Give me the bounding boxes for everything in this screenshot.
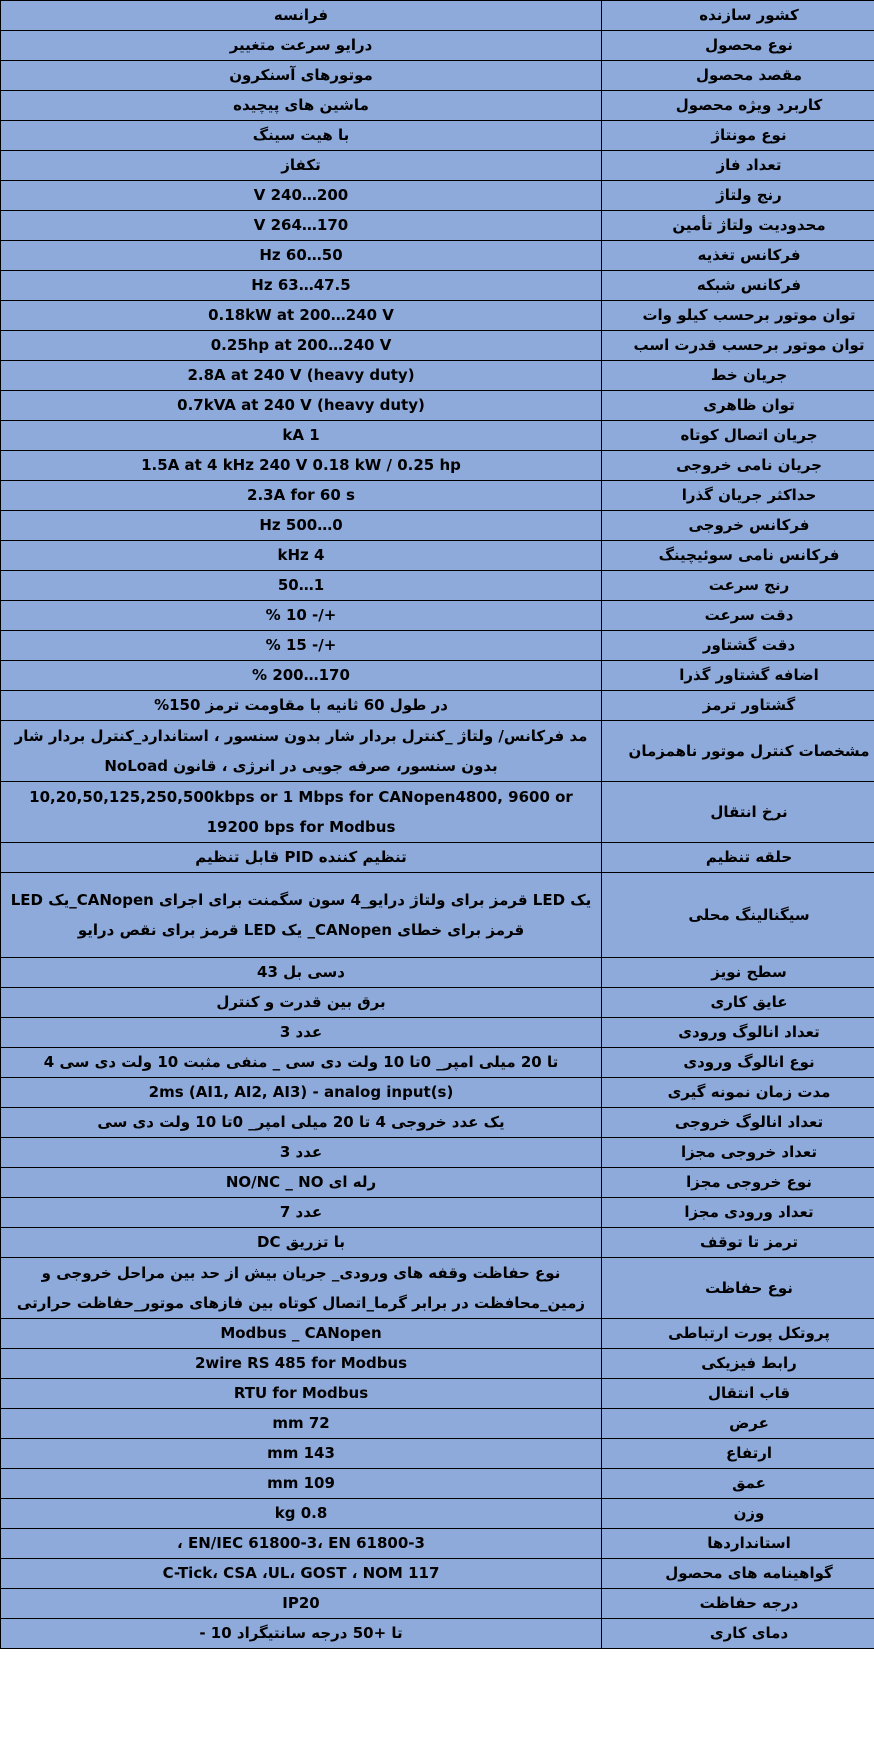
spec-label: گواهینامه های محصول [602, 1559, 874, 1589]
spec-label: نوع محصول [602, 31, 874, 61]
spec-row [1, 121, 874, 151]
spec-row [1, 782, 874, 843]
spec-label: محدودیت ولتاژ تأمین [602, 211, 874, 241]
spec-label: توان موتور برحسب کیلو وات [602, 301, 874, 331]
spec-row [1, 1, 874, 31]
spec-label: عایق کاری [602, 988, 874, 1018]
spec-label: توان موتور برحسب قدرت اسب [602, 331, 874, 361]
spec-label: جریان خط [602, 361, 874, 391]
spec-label: تعداد خروجی مجزا [602, 1138, 874, 1168]
spec-value: IP20 [1, 1589, 602, 1619]
spec-label: دقت گشتاور [602, 631, 874, 661]
spec-row [1, 691, 874, 721]
spec-label: رنج ولتاژ [602, 181, 874, 211]
spec-row [1, 181, 874, 211]
spec-label: تعداد ورودی مجزا [602, 1198, 874, 1228]
spec-label: پروتکل پورت ارتباطی [602, 1319, 874, 1349]
spec-value: 0.7kVA at 240 V (heavy duty) [1, 391, 602, 421]
spec-value: 50…60 Hz [1, 241, 602, 271]
spec-row [1, 1379, 874, 1409]
spec-value: EN/IEC 61800-3، EN 61800-3 ، [1, 1529, 602, 1559]
spec-row [1, 958, 874, 988]
spec-label: نوع مونتاژ [602, 121, 874, 151]
spec-row [1, 1529, 874, 1559]
spec-row [1, 873, 874, 958]
spec-label: فرکانس تغذیه [602, 241, 874, 271]
spec-value: 1.5A at 4 kHz 240 V 0.18 kW / 0.25 hp [1, 451, 602, 481]
spec-value: برق بین قدرت و کنترل [1, 988, 602, 1018]
spec-value: 0…500 Hz [1, 511, 602, 541]
spec-value: در طول 60 ثانیه با مقاومت ترمز 150% [1, 691, 602, 721]
spec-label: سطح نویز [602, 958, 874, 988]
spec-value: دسی بل 43 [1, 958, 602, 988]
spec-row [1, 1619, 874, 1649]
spec-value: Modbus _ CANopen [1, 1319, 602, 1349]
spec-row [1, 1078, 874, 1108]
spec-label: جریان نامی خروجی [602, 451, 874, 481]
spec-row [1, 988, 874, 1018]
spec-value: 4 kHz [1, 541, 602, 571]
spec-label: تعداد فاز [602, 151, 874, 181]
spec-value: 0.8 kg [1, 1499, 602, 1529]
spec-row [1, 1559, 874, 1589]
spec-value: 109 mm [1, 1469, 602, 1499]
spec-value: عدد 7 [1, 1198, 602, 1228]
spec-label: کاربرد ویژه محصول [602, 91, 874, 121]
spec-row [1, 1018, 874, 1048]
spec-row [1, 1108, 874, 1138]
specifications-body [1, 1, 874, 1649]
spec-label: وزن [602, 1499, 874, 1529]
spec-label: تعداد انالوگ ورودی [602, 1018, 874, 1048]
spec-row [1, 631, 874, 661]
spec-row [1, 481, 874, 511]
spec-value: یک عدد خروجی 4 تا 20 میلی امپر_ 0تا 10 ولت دی سی [1, 1108, 602, 1138]
spec-value: مد فرکانس/ ولتاژ _کنترل بردار شار بدون سنسور ، استاندارد_کنترل بردار شار بدون سنسور، صرفه جویی در انرژی ، قانون NoLoad [1, 721, 602, 782]
spec-value: تنظیم کننده PID قابل تنظیم [1, 843, 602, 873]
spec-value: C-Tick، CSA ،UL، GOST ، NOM 117 [1, 1559, 602, 1589]
spec-row [1, 1258, 874, 1319]
spec-row [1, 1439, 874, 1469]
spec-label: فرکانس خروجی [602, 511, 874, 541]
spec-label: دمای کاری [602, 1619, 874, 1649]
spec-label: حلقه تنظیم [602, 843, 874, 873]
spec-row [1, 451, 874, 481]
spec-value: یک LED قرمز برای ولتاژ درایو_4 سون سگمنت برای اجرای CANopen_یک LED قرمز برای خطای CANopen_ یک LED قرمز برای نقص درایو [1, 873, 602, 958]
spec-value: 1…50 [1, 571, 602, 601]
spec-label: فرکانس شبکه [602, 271, 874, 301]
spec-row [1, 61, 874, 91]
spec-label: حداکثر جریان گذرا [602, 481, 874, 511]
spec-value: درایو سرعت متغییر [1, 31, 602, 61]
spec-value: 72 mm [1, 1409, 602, 1439]
spec-row [1, 1168, 874, 1198]
spec-row [1, 541, 874, 571]
spec-value: عدد 3 [1, 1138, 602, 1168]
spec-value: 2wire RS 485 for Modbus [1, 1349, 602, 1379]
spec-row [1, 843, 874, 873]
spec-row [1, 391, 874, 421]
spec-row [1, 301, 874, 331]
spec-value: 2.3A for 60 s [1, 481, 602, 511]
spec-row [1, 91, 874, 121]
spec-value: +/- 10 % [1, 601, 602, 631]
spec-value: 1 kA [1, 421, 602, 451]
spec-row [1, 1048, 874, 1078]
spec-value: 2.8A at 240 V (heavy duty) [1, 361, 602, 391]
spec-value: 47.5…63 Hz [1, 271, 602, 301]
spec-value: 0.18kW at 200…240 V [1, 301, 602, 331]
spec-label: جریان اتصال کوتاه [602, 421, 874, 451]
spec-label: تعداد انالوگ خروجی [602, 1108, 874, 1138]
spec-value: با تزریق DC [1, 1228, 602, 1258]
spec-row [1, 361, 874, 391]
spec-value: 2ms (AI1, AI2, AI3) - analog input(s) [1, 1078, 602, 1108]
spec-label: کشور سازنده [602, 1, 874, 31]
spec-row [1, 1469, 874, 1499]
spec-label: نوع حفاظت [602, 1258, 874, 1319]
spec-row [1, 1499, 874, 1529]
spec-row [1, 721, 874, 782]
spec-label: درجه حفاظت [602, 1589, 874, 1619]
spec-value: عدد 3 [1, 1018, 602, 1048]
spec-value: نوع حفاظت وقفه های ورودی_ جریان بیش از حد بین مراحل خروجی و زمین_محافظت در برابر گرما_اتصال کوتاه بین فازهای موتور_حفاظت حرارتی [1, 1258, 602, 1319]
spec-label: رابط فیزیکی [602, 1349, 874, 1379]
spec-row [1, 1589, 874, 1619]
spec-label: نرخ انتقال [602, 782, 874, 843]
spec-value: تا 20 میلی امپر_ 0تا 10 ولت دی سی _ منفی مثبت 10 ولت دی سی 4 [1, 1048, 602, 1078]
spec-label: عرض [602, 1409, 874, 1439]
spec-value: رله ای NO/NC _ NO [1, 1168, 602, 1198]
spec-row [1, 601, 874, 631]
spec-row [1, 661, 874, 691]
spec-value: با هیت سینگ [1, 121, 602, 151]
spec-value: 0.25hp at 200…240 V [1, 331, 602, 361]
spec-label: قاب انتقال [602, 1379, 874, 1409]
spec-row [1, 1349, 874, 1379]
spec-row [1, 1228, 874, 1258]
spec-label: توان ظاهری [602, 391, 874, 421]
spec-label: ترمز تا توقف [602, 1228, 874, 1258]
spec-value: ماشین های پیچیده [1, 91, 602, 121]
spec-label: ارتفاع [602, 1439, 874, 1469]
spec-label: مقصد محصول [602, 61, 874, 91]
spec-row [1, 211, 874, 241]
spec-label: اضافه گشتاور گذرا [602, 661, 874, 691]
spec-value: 170…264 V [1, 211, 602, 241]
spec-label: فرکانس نامی سوئیچینگ [602, 541, 874, 571]
spec-label: نوع انالوگ ورودی [602, 1048, 874, 1078]
spec-value: موتورهای آسنکرون [1, 61, 602, 91]
spec-label: دقت سرعت [602, 601, 874, 631]
spec-row [1, 271, 874, 301]
spec-row [1, 31, 874, 61]
spec-label: رنج سرعت [602, 571, 874, 601]
spec-label: نوع خروجی مجزا [602, 1168, 874, 1198]
spec-row [1, 151, 874, 181]
spec-value: تا +50 درجه سانتیگراد 10 - [1, 1619, 602, 1649]
spec-label: گشتاور ترمز [602, 691, 874, 721]
spec-row [1, 1138, 874, 1168]
spec-label: مشخصات کنترل موتور ناهمزمان [602, 721, 874, 782]
spec-row [1, 331, 874, 361]
spec-label: سیگنالینگ محلی [602, 873, 874, 958]
spec-row [1, 1319, 874, 1349]
spec-value: تکفاز [1, 151, 602, 181]
spec-value: 200…240 V [1, 181, 602, 211]
spec-row [1, 571, 874, 601]
spec-row [1, 241, 874, 271]
spec-value: 170…200 % [1, 661, 602, 691]
spec-row [1, 511, 874, 541]
spec-label: عمق [602, 1469, 874, 1499]
spec-value: 10,20,50,125,250,500kbps or 1 Mbps for CANopen4800, 9600 or 19200 bps for Modbus [1, 782, 602, 843]
spec-value: فرانسه [1, 1, 602, 31]
spec-value: +/- 15 % [1, 631, 602, 661]
spec-row [1, 1198, 874, 1228]
spec-row [1, 421, 874, 451]
spec-value: 143 mm [1, 1439, 602, 1469]
spec-label: استانداردها [602, 1529, 874, 1559]
spec-row [1, 1409, 874, 1439]
spec-value: RTU for Modbus [1, 1379, 602, 1409]
spec-label: مدت زمان نمونه گیری [602, 1078, 874, 1108]
